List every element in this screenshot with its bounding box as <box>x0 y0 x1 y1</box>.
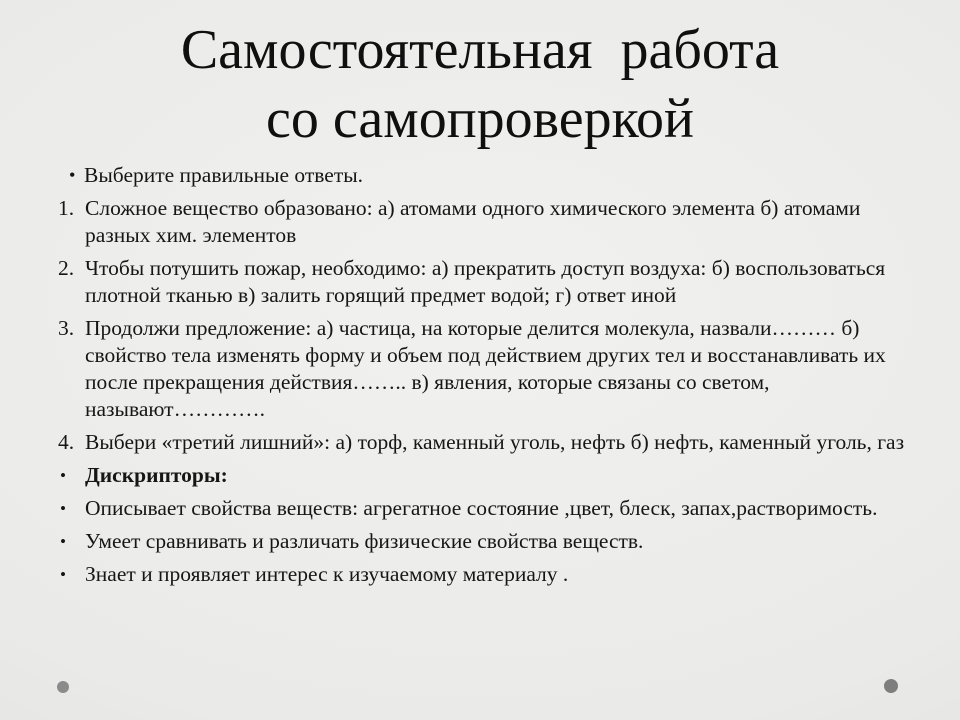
item-text: Сложное вещество образовано: а) атомами одного химического элемента б) атомами разных хим. элементов <box>85 195 861 247</box>
title-line-1: Самостоятельная работа <box>180 19 780 81</box>
bullet-marker: • <box>60 564 67 584</box>
numbered-item <box>40 195 920 249</box>
bullet-marker: • <box>60 465 67 485</box>
slide-title <box>0 0 960 154</box>
decorative-dot-left <box>57 681 69 693</box>
item-number: 2. <box>58 255 75 280</box>
bullet-marker: • <box>60 531 67 551</box>
descriptor-text: Умеет сравнивать и различать физические свойства веществ. <box>85 528 644 553</box>
slide-body <box>40 162 920 588</box>
intro-bullet-item <box>40 162 920 189</box>
item-text: Чтобы потушить пожар, необходимо: а) прекратить доступ воздуха: б) воспользоваться плотной тканью в) залить горящий предмет водой; г) ответ иной <box>85 255 886 307</box>
descriptor-bullet-item <box>40 462 920 489</box>
descriptor-bullet-item <box>40 495 920 522</box>
numbered-item <box>40 315 920 423</box>
descriptor-text: Описывает свойства веществ: агрегатное состояние ,цвет, блеск, запах,растворимость. <box>85 495 878 520</box>
item-text: Выбери «третий лишний»: а) торф, каменный уголь, нефть б) нефть, каменный уголь, газ <box>85 429 905 454</box>
item-number: 4. <box>58 429 75 454</box>
decorative-dot-right <box>884 679 898 693</box>
numbered-item <box>40 255 920 309</box>
numbered-item <box>40 429 920 456</box>
item-number: 1. <box>58 195 75 220</box>
descriptor-text: Знает и проявляет интерес к изучаемому материалу . <box>85 561 569 586</box>
descriptor-bullet-item <box>40 528 920 555</box>
bullet-marker: • <box>69 164 76 185</box>
bullet-marker: • <box>60 498 67 518</box>
intro-text: Выберите правильные ответы. <box>84 162 364 187</box>
item-text: Продолжи предложение: а) частица, на которые делится молекула, назвали……… б) свойство тела изменять форму и объем под действием других тел и восстанавливать их после прекращения действия…….. в) явления, которые связаны со светом, называют…………. <box>85 315 886 421</box>
descriptor-heading: Дискрипторы: <box>85 462 228 487</box>
descriptor-bullet-item <box>40 561 920 588</box>
item-number: 3. <box>58 315 75 340</box>
title-line-2: со самопроверкой <box>266 87 694 150</box>
